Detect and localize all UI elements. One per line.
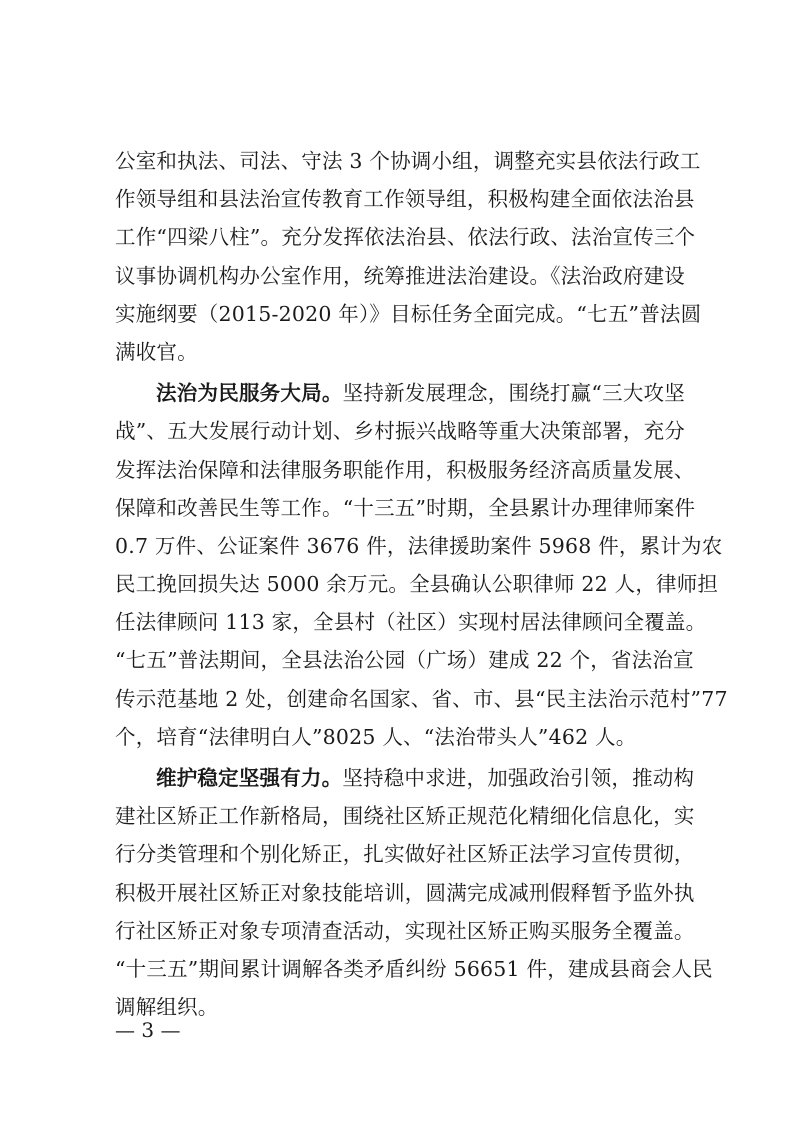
text-line: 传示范基地 2 处，创建命名国家、省、市、县“民主法治示范村”77 <box>115 686 728 711</box>
text-line: 行社区矫正对象专项清查活动，实现社区矫正购买服务全覆盖。 <box>115 918 695 943</box>
paragraph-first-line <box>115 374 685 412</box>
text-line: 公室和执法、司法、守法 3 个协调小组，调整充实县依法行政工 <box>115 149 701 173</box>
text-line: 建社区矫正工作新格局，围绕社区矫正规范化精细化信息化，实 <box>115 804 695 829</box>
paragraph-3 <box>115 759 713 1026</box>
text-line: 实施纲要（2015-2020 年）》目标任务全面完成。“七五”普法圆 <box>115 301 702 326</box>
section-heading: 法治为民服务大局。 <box>156 381 343 406</box>
document-body <box>115 142 728 1026</box>
text-line: 民工挽回损失达 5000 余万元。全县确认公职律师 22 人，律师担 <box>115 572 719 597</box>
text-line: 任法律顾问 113 家，全县村（社区）实现村居法律顾问全覆盖。 <box>115 610 707 635</box>
text-line: “七五”普法期间，全县法治公园（广场）建成 22 个，省法治宣 <box>115 648 694 673</box>
text-line: 0.7 万件、公证案件 3676 件，法律援助案件 5968 件，累计为农 <box>115 533 723 558</box>
paragraph-2 <box>115 374 728 756</box>
text-line: 调解组织。 <box>115 995 219 1020</box>
text-line: 工作“四梁八柱”。充分发挥依法治县、依法行政、法治宣传三个 <box>115 225 696 250</box>
text-line: 保障和改善民生等工作。“十三五”时期，全县累计办理律师案件 <box>115 495 696 520</box>
text-line: 个，培育“法律明白人”8025 人、“法治带头人”462 人。 <box>115 724 637 749</box>
text-line: 议事协调机构办公室作用，统筹推进法治建设。《法治政府建设 <box>115 263 685 288</box>
paragraph-1 <box>115 142 702 371</box>
text-line: “十三五”期间累计调解各类矛盾纠纷 56651 件，建成县商会人民 <box>115 956 713 981</box>
text-span: 坚持稳中求进，加强政治引领，推动构 <box>342 766 695 790</box>
section-heading: 维护稳定坚强有力。 <box>156 766 343 790</box>
text-line: 积极开展社区矫正对象技能培训，圆满完成减刑假释暂予监外执 <box>115 880 695 905</box>
text-line: 行分类管理和个别化矫正，扎实做好社区矫正法学习宣传贯彻， <box>115 842 695 867</box>
text-line: 满收官。 <box>115 339 198 364</box>
page-number: — 3 — <box>115 1018 181 1042</box>
text-line: 作领导组和县法治宣传教育工作领导组，积极构建全面依法治县 <box>115 187 695 212</box>
text-line: 发挥法治保障和法律服务职能作用，积极服务经济高质量发展、 <box>115 457 695 482</box>
paragraph-first-line <box>115 759 695 797</box>
text-line: 战”、五大发展行动计划、乡村振兴战略等重大决策部署，充分 <box>115 419 685 444</box>
text-span: 坚持新发展理念，围绕打赢“三大攻坚 <box>342 381 685 406</box>
